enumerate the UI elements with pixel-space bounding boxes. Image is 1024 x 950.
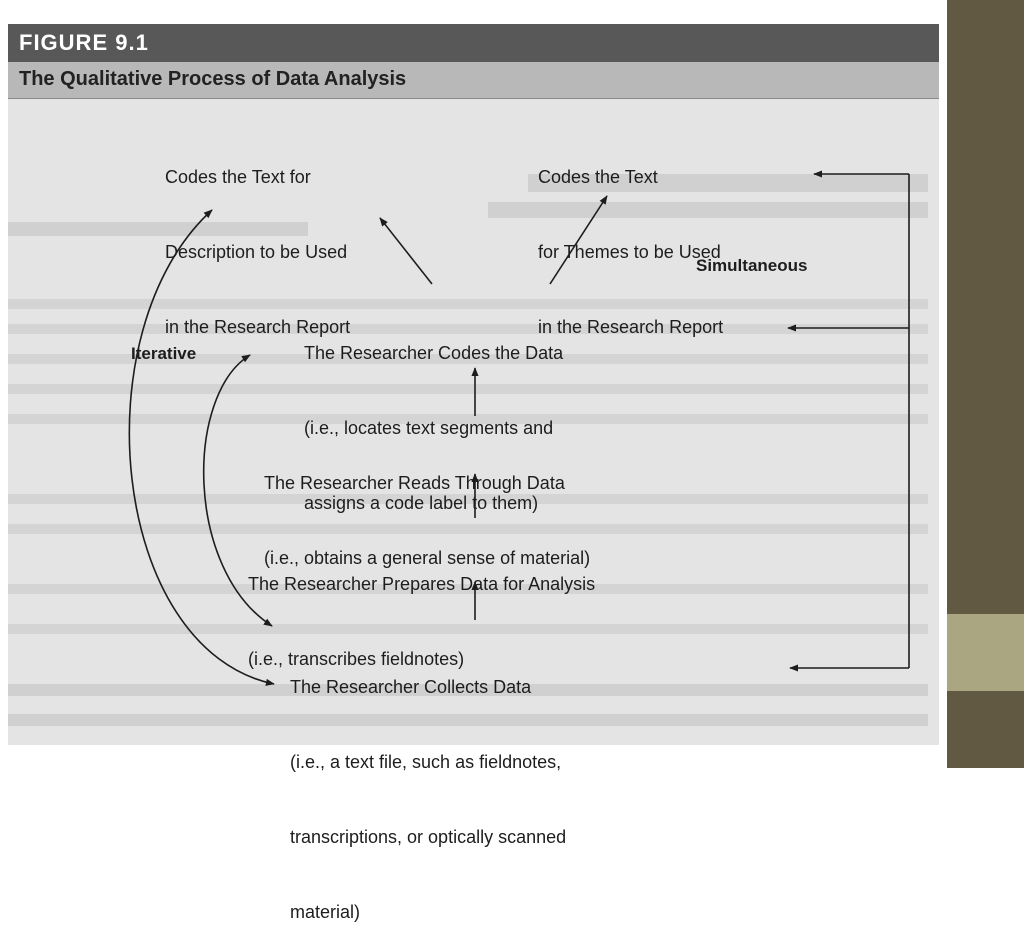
node-line: in the Research Report — [165, 317, 351, 337]
node-line: The Researcher Codes the Data — [304, 343, 564, 363]
arrow-iterative-outer — [129, 210, 274, 684]
figure-title: The Qualitative Process of Data Analysis — [19, 68, 407, 90]
node-line: transcriptions, or optically scanned — [290, 827, 567, 847]
node-line: (i.e., transcribes fieldnotes) — [248, 649, 465, 669]
node-line: Description to be Used — [165, 242, 348, 262]
arrow-iterative-inner — [204, 355, 272, 626]
node-line: The Researcher Reads Through Data — [264, 473, 565, 493]
node-line: The Researcher Collects Data — [290, 677, 532, 697]
node-line: for Themes to be Used — [538, 242, 721, 262]
node-line: (i.e., obtains a general sense of material) — [264, 548, 591, 568]
figure-label: FIGURE 9.1 — [19, 30, 149, 55]
node-line: Codes the Text for — [165, 167, 311, 187]
node-line: Codes the Text — [538, 167, 658, 187]
label-iterative: Iterative — [131, 344, 197, 363]
node-line: (i.e., a text file, such as fieldnotes, — [290, 752, 562, 772]
arrow-codes-to-description — [380, 218, 432, 284]
node-line: assigns a code label to them) — [304, 493, 539, 513]
arrow-codes-to-themes — [550, 196, 607, 284]
node-line: (i.e., locates text segments and — [304, 418, 554, 438]
node-line: material) — [290, 902, 361, 922]
node-line: The Researcher Prepares Data for Analysis — [248, 574, 596, 594]
label-simultaneous: Simultaneous — [696, 256, 808, 275]
node-line: in the Research Report — [538, 317, 724, 337]
